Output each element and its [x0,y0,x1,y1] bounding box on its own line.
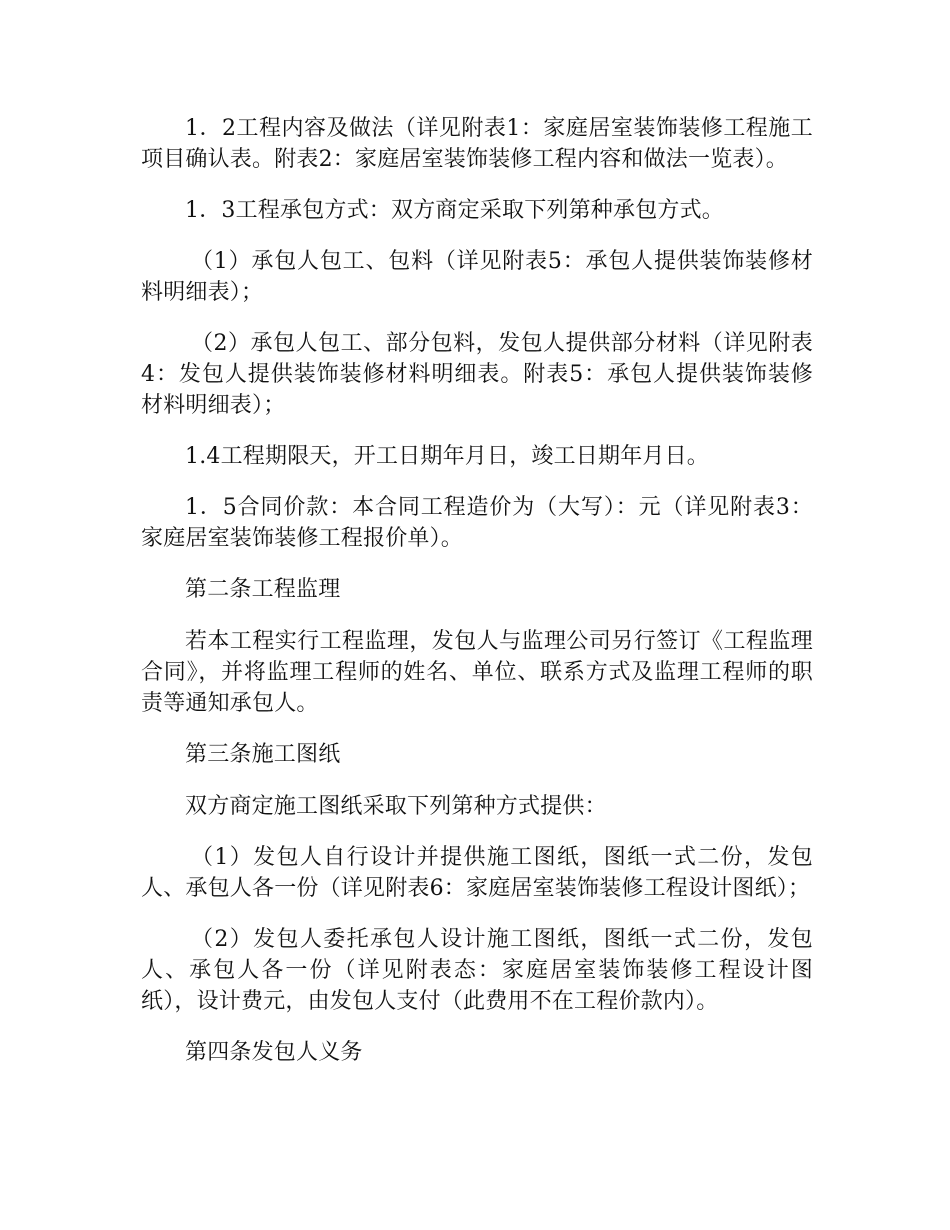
heading-article-2: 第二条工程监理 [185,577,341,602]
paragraph-3-option-1: （1）发包人自行设计并提供施工图纸，图纸一式二份，发包人、承包人各一份（详见附表6：家庭居室装饰装修工程设计图纸）； [141,845,813,901]
paragraph-1-5: 1．5合同价款：本合同工程造价为（大写）：元（详见附表3：家庭居室装饰装修工程报价单）。 [141,495,813,551]
paragraph-1-3-option-2: （2）承包人包工、部分包料，发包人提供部分材料（详见附表4：发包人提供装饰装修材料明细表。附表5：承包人提供装饰装修材料明细表）； [141,331,813,418]
heading-article-4: 第四条发包人义务 [185,1040,363,1065]
paragraph-1-2: 1．2工程内容及做法（详见附表1：家庭居室装饰装修工程施工项目确认表。附表2：家庭居室装饰装修工程内容和做法一览表）。 [141,116,813,172]
paragraph-1-4: 1.4工程期限天，开工日期年月日，竣工日期年月日。 [185,444,709,469]
paragraph-1-3-option-1: （1）承包人包工、包料（详见附表5：承包人提供装饰装修材料明细表）； [141,249,813,305]
paragraph-2-1: 若本工程实行工程监理，发包人与监理公司另行签订《工程监理合同》，并将监理工程师的姓名、单位、联系方式及监理工程师的职责等通知承包人。 [141,629,813,716]
paragraph-1-3: 1．3工程承包方式：双方商定采取下列第种承包方式。 [185,198,724,223]
paragraph-3-option-2: （2）发包人委托承包人设计施工图纸，图纸一式二份，发包人、承包人各一份（详见附表态：家庭居室装饰装修工程设计图纸），设计费元，由发包人支付（此费用不在工程价款内）。 [141,927,813,1014]
heading-article-3: 第三条施工图纸 [185,742,341,767]
document-page [141,113,813,1089]
paragraph-3-1: 双方商定施工图纸采取下列第种方式提供： [185,794,607,819]
